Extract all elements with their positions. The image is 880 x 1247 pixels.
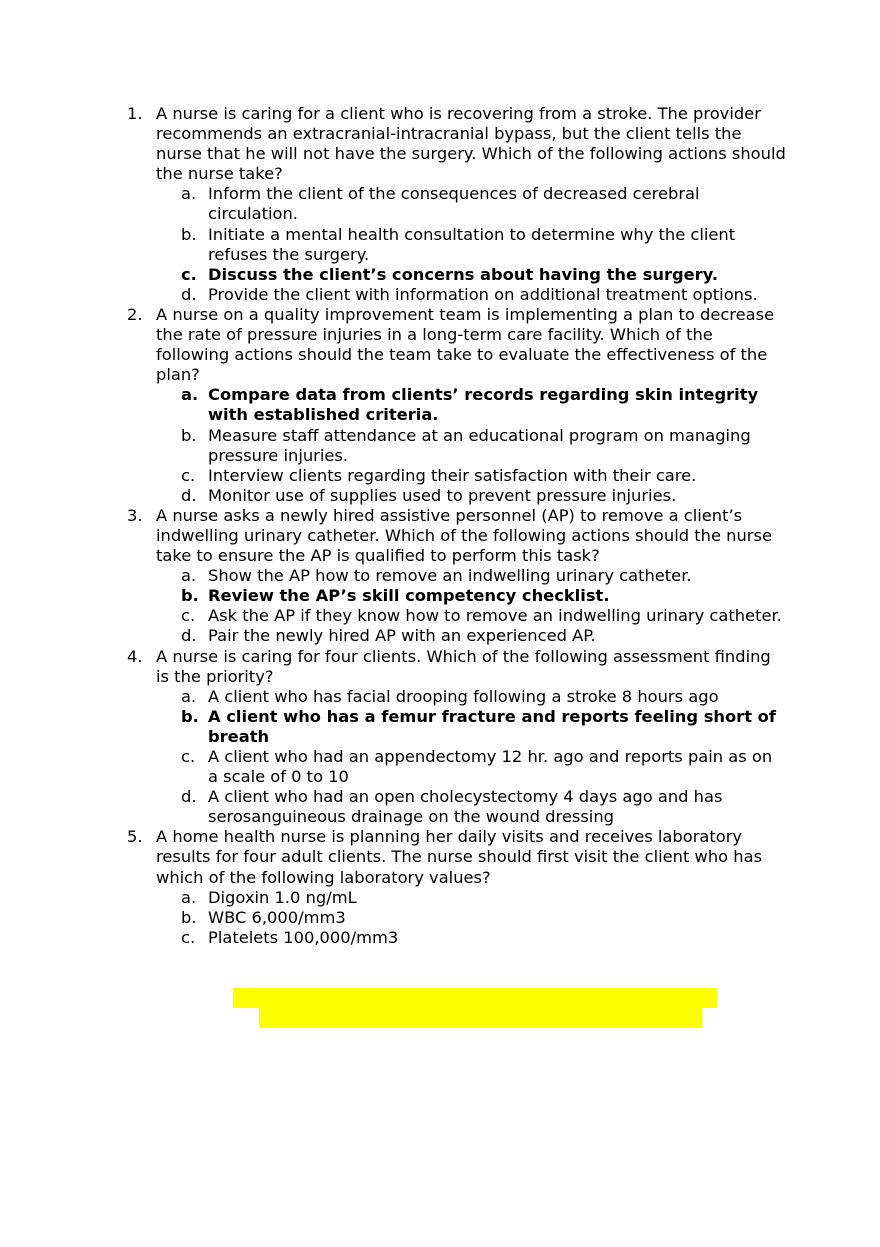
answer-option — [181, 928, 787, 948]
answer-option — [181, 466, 787, 486]
option-list — [156, 385, 787, 506]
option-letter: a. — [181, 566, 197, 586]
answer-option — [181, 747, 787, 787]
question-5 — [127, 827, 787, 948]
option-text: A client who had an appendectomy 12 hr. ago and reports pain as on a scale of 0 to 10 — [208, 747, 773, 787]
option-text: Inform the client of the consequences of decreased cerebral circulation. — [208, 184, 700, 224]
option-text: Review the AP’s skill competency checklist. — [208, 586, 610, 606]
question-2 — [127, 305, 787, 506]
question-1 — [127, 104, 787, 305]
option-text: Measure staff attendance at an educational program on managing pressure injuries. — [208, 425, 751, 465]
text-highlight-lower — [259, 1006, 702, 1028]
option-text: Platelets 100,000/mm3 — [208, 927, 399, 947]
question-3 — [127, 506, 787, 647]
option-letter: c. — [181, 264, 197, 284]
option-list — [156, 687, 787, 828]
answer-option — [181, 225, 787, 265]
option-text: Provide the client with information on additional treatment options. — [208, 284, 758, 304]
answer-option — [181, 626, 787, 646]
option-letter: a. — [181, 887, 197, 907]
option-letter: d. — [181, 787, 197, 807]
question-stem: A home health nurse is planning her daily visits and receives laboratory results for four adult clients. The nurse should first visit the client who has which of the following laboratory values? — [156, 827, 763, 887]
option-text: Discuss the client’s concerns about having the surgery. — [208, 264, 719, 284]
answer-option — [181, 285, 787, 305]
answer-option — [181, 606, 787, 626]
option-letter: c. — [181, 606, 196, 626]
option-list — [156, 566, 787, 646]
option-letter: d. — [181, 485, 197, 505]
answer-option — [181, 687, 787, 707]
text-highlight — [233, 988, 717, 1008]
option-text: Ask the AP if they know how to remove an indwelling urinary catheter. — [208, 606, 782, 626]
option-text: A client who had an open cholecystectomy 4 days ago and has serosanguineous drainage on the wound dressing — [208, 787, 723, 827]
answer-option — [181, 426, 787, 466]
answer-option — [181, 787, 787, 827]
answer-option-correct — [181, 707, 787, 747]
option-text: Pair the newly hired AP with an experienced AP. — [208, 626, 596, 646]
option-letter: b. — [181, 586, 199, 606]
option-list — [156, 888, 787, 948]
question-number: 2. — [127, 304, 143, 324]
option-text: Monitor use of supplies used to prevent pressure injuries. — [208, 485, 677, 505]
question-stem: A nurse asks a newly hired assistive personnel (AP) to remove a client’s indwelling urinary catheter. Which of the following actions should the nurse take to ensure the AP is qualified to perform this task? — [156, 505, 772, 566]
option-text: A client who has a femur fracture and reports feeling short of breath — [208, 706, 776, 746]
question-4 — [127, 647, 787, 828]
option-letter: b. — [181, 907, 197, 927]
question-number: 1. — [127, 104, 143, 123]
answer-option — [181, 908, 787, 928]
option-letter: b. — [181, 224, 197, 244]
option-letter: a. — [181, 686, 197, 706]
option-letter: d. — [181, 626, 197, 646]
option-letter: d. — [181, 284, 197, 304]
option-letter: a. — [181, 385, 199, 405]
answer-option — [181, 566, 787, 586]
question-number: 4. — [127, 646, 143, 666]
option-letter: a. — [181, 184, 197, 204]
option-text: Interview clients regarding their satisfaction with their care. — [208, 465, 697, 485]
answer-option — [181, 486, 787, 506]
option-text: Show the AP how to remove an indwelling urinary catheter. — [208, 566, 692, 586]
question-stem: A nurse is caring for four clients. Which of the following assessment finding is the priority? — [156, 646, 771, 686]
answer-option — [181, 184, 787, 224]
option-text: WBC 6,000/mm3 — [208, 907, 346, 927]
option-text: Initiate a mental health consultation to determine why the client refuses the surgery. — [208, 224, 736, 264]
option-text: Digoxin 1.0 ng/mL — [208, 887, 357, 907]
option-text: Compare data from clients’ records regarding skin integrity with established criteria. — [208, 385, 759, 425]
option-letter: b. — [181, 706, 199, 726]
option-text: A client who has facial drooping following a stroke 8 hours ago — [208, 686, 719, 706]
question-stem: A nurse is caring for a client who is recovering from a stroke. The provider recommends an extracranial-intracranial bypass, but the client tells the nurse that he will not have the surgery. Which of the following actions should the nurse take? — [156, 104, 786, 184]
answer-option — [181, 888, 787, 908]
question-list — [127, 104, 787, 948]
option-list — [156, 184, 787, 305]
answer-option-correct — [181, 385, 787, 425]
option-letter: b. — [181, 425, 197, 445]
question-number: 5. — [127, 827, 143, 847]
answer-option-correct — [181, 586, 787, 606]
option-letter: c. — [181, 747, 196, 766]
question-stem: A nurse on a quality improvement team is implementing a plan to decrease the rate of pressure injuries in a long-term care facility. Which of the following actions should the team take to evaluate the effectiveness of the plan? — [156, 304, 775, 385]
option-letter: c. — [181, 465, 196, 485]
question-number: 3. — [127, 505, 143, 525]
option-letter: c. — [181, 927, 196, 947]
answer-option-correct — [181, 265, 787, 285]
